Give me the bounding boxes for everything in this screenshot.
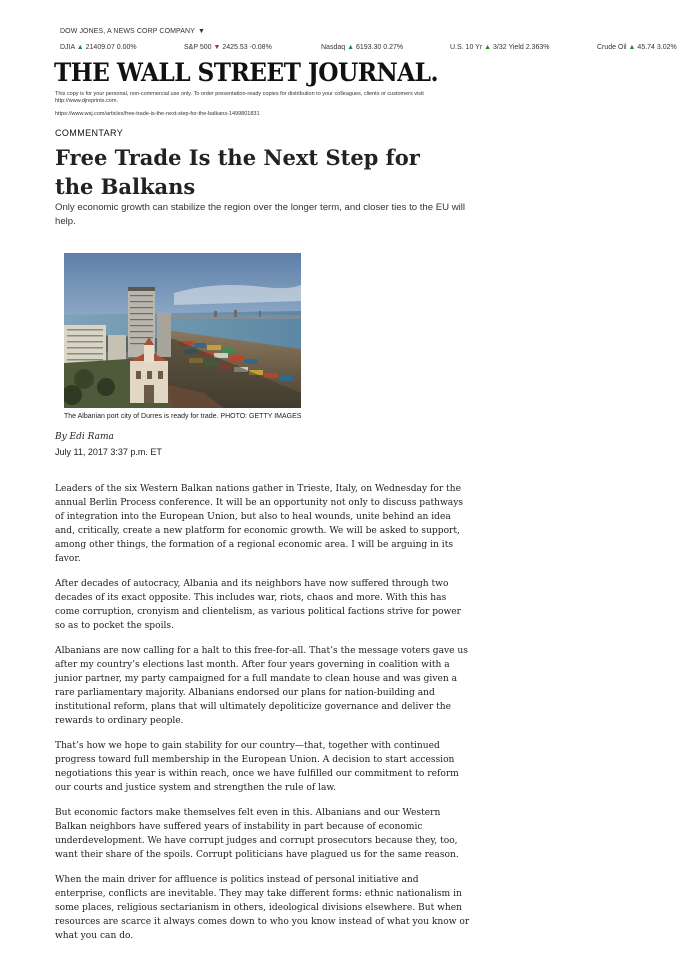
caret-down-icon: ▼ [197, 28, 206, 35]
ticker-value: 6193.30 [355, 44, 382, 51]
article-body [55, 482, 470, 954]
dow-jones-menu[interactable] [60, 28, 205, 35]
ticker-change: 3.02% [656, 44, 677, 51]
article-photo [64, 253, 301, 408]
ticker-item-sp500[interactable] [184, 44, 272, 51]
triangle-up-icon: ▲ [484, 44, 492, 51]
section-label[interactable]: COMMENTARY [55, 128, 124, 138]
paragraph: Albanians are now calling for a halt to this free-for-all. That’s the message voters gave us after my country’s elections last month. After four years governing in coalition with a junior partner, my party campaigned for a full mandate to clean house and was given a rare parliamentary majority. Albanians endorsed our plans for nation-building and institutional reform, plans that will ultimately depoliticize governance and deliver the rewards to ordinary people. [55, 646, 468, 726]
ticker-name: Crude Oil [597, 44, 627, 51]
ticker-item-us10yr[interactable] [450, 44, 549, 51]
paragraph: When the main driver for affluence is politics instead of personal initiative and enterprise, conflicts are inevitable. They may take different forms: ethnic nationalism in some places, religious sectarianism in others, ideological divisions elsewhere. But when resources are scarce it always comes down to who you know instead of what you know or what you can do. [55, 875, 470, 941]
ticker-item-crude-oil[interactable] [597, 44, 677, 51]
article-headline: Free Trade Is the Next Step for the Balkans [55, 145, 420, 199]
ticker-name: Nasdaq [321, 44, 346, 51]
market-ticker [0, 44, 694, 56]
paragraph: But economic factors make themselves felt even in this. Albanians and our Western Balkan neighbors have suffered years of instability in part because of economic underdevelopment. We have corrupt judges and corrupt prosecutors because they, too, want their share of the spoils. Corrupt politicians have plagued us for the same reason. [55, 808, 459, 860]
ticker-value: 2425.53 [222, 44, 248, 51]
ticker-value: 45.74 [637, 44, 655, 51]
masthead-logo[interactable]: THE WALL STREET JOURNAL. [54, 58, 438, 87]
paragraph: That’s how we hope to gain stability for our country—that, together with continued progress toward full membership in the European Union. A decision to start accession negotiations this year is within reach, once we have fulfilled our commitment to reform our courts and justice system and strengthen the rule of law. [55, 741, 459, 793]
ticker-item-djia[interactable] [60, 44, 137, 51]
photo-caption: The Albanian port city of Durres is ready for trade. PHOTO: GETTY IMAGES [64, 413, 302, 420]
triangle-up-icon: ▲ [347, 44, 355, 51]
ticker-name: S&P 500 [184, 44, 212, 51]
ticker-change: -0.08% [249, 44, 272, 51]
ticker-change: 0.27% [383, 44, 404, 51]
reprint-notice: This copy is for your personal, non-commercial use only. To order presentation-ready copies for distribution to your colleagues, clients or customers visit http://www.djreprints.com. [55, 91, 424, 104]
corp-link-label: DOW JONES, A NEWS CORP COMPANY [60, 28, 195, 35]
ticker-name: U.S. 10 Yr [450, 44, 483, 51]
paragraph: After decades of autocracy, Albania and its neighbors have now suffered through two decades of its exact opposite. This includes war, riots, chaos and more. With this has come corruption, cronyism and clientelism, as various political factions strive for power so as to pocket the spoils. [55, 579, 462, 631]
ticker-value: 3/32 Yield [493, 44, 524, 51]
ticker-change: 0.00% [116, 44, 137, 51]
triangle-up-icon: ▲ [76, 44, 84, 51]
article-dek: Only economic growth can stabilize the region over the longer term, and closer ties to the EU will help. [55, 202, 466, 227]
ticker-value: 21409.07 [85, 44, 115, 51]
paragraph: Leaders of the six Western Balkan nations gather in Trieste, Italy, on Wednesday for the annual Berlin Process conference. It will be an opportunity not only to discuss pathways of integration into the European Union, but also to heal wounds, unite behind an idea and, critically, create a new platform for economic growth. We will be asked to support, among other things, the formation of a regional economic area. I will be arguing in its favor. [55, 484, 464, 564]
triangle-down-icon: ▼ [213, 44, 221, 51]
article-url: https://www.wsj.com/articles/free-trade-is-the-next-step-for-the-balkans-1499801831 [55, 111, 260, 117]
triangle-up-icon: ▲ [628, 44, 636, 51]
ticker-item-nasdaq[interactable] [321, 44, 403, 51]
ticker-name: DJIA [60, 44, 75, 51]
ticker-change: 2.363% [525, 44, 550, 51]
publish-date: July 11, 2017 3:37 p.m. ET [55, 447, 162, 457]
byline[interactable]: By Edi Rama [55, 432, 114, 442]
